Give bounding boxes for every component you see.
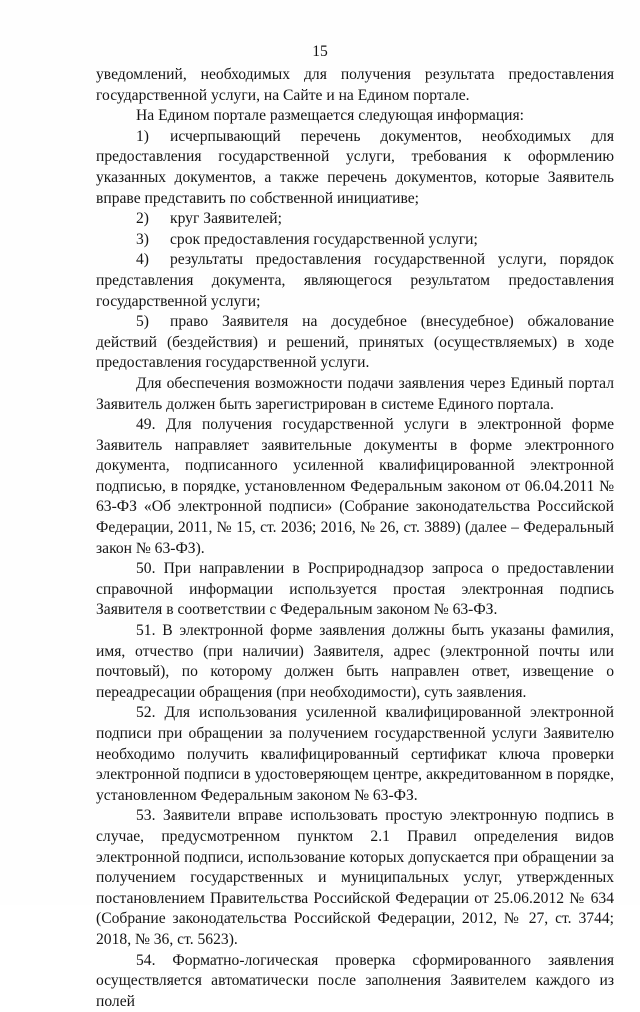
list-item-text: право Заявителя на досудебное (внесудебное) обжалование действий (бездействия) и решений, принятых (осуществляемых) в ходе предоставления государственной услуги. bbox=[96, 313, 614, 372]
list-item bbox=[96, 230, 614, 251]
paragraph-50: 50. При направлении в Росприроднадзор запроса о предоставлении справочной информации используется простая электронная подпись Заявителя в соответствии с Федеральным законом № 63-ФЗ. bbox=[96, 560, 614, 619]
list-item-number: 2) bbox=[136, 210, 149, 228]
paragraph-52: 52. Для использования усиленной квалифицированной электронной подписи при обращении за получением государственной услуги Заявителю необходимо получить квалифицированный сертификат ключа проверки электронной подписи в удостоверяющем центре, аккредитованном в порядке, установленном Федеральным законом № 63-ФЗ. bbox=[96, 704, 614, 804]
page-number: 15 bbox=[312, 43, 328, 60]
list-item bbox=[96, 209, 614, 230]
paragraph-54: 54. Форматно-логическая проверка сформированного заявления осуществляется автоматически после заполнения Заявителем каждого из полей bbox=[96, 951, 614, 1010]
paragraph-portal-info-intro: На Едином портале размещается следующая информация: bbox=[136, 107, 525, 125]
paragraph-49: 49. Для получения государственной услуги в электронной форме Заявитель направляет заявительные документы в форме электронного документа, подписанного усиленной квалифицированной электронной подписью, в порядке, установленном Федеральным законом от 06.04.2011 № 63-ФЗ «Об электронной подписи» (Собрание законодательства Российской Федерации, 2011, № 15, ст. 2036; 2016, № 26, ст. 3889) (далее – Федеральный закон № 63-ФЗ). bbox=[96, 416, 614, 557]
list-item-number: 3) bbox=[136, 230, 149, 248]
list-item-text: круг Заявителей; bbox=[170, 210, 282, 228]
list-item-text: срок предоставления государственной услуги; bbox=[170, 230, 478, 248]
paragraph-53: 53. Заявители вправе использовать простую электронную подпись в случае, предусмотренном пунктом 2.1 Правил определения видов электронной подписи, использование которых допускается при обращении за получением государственных и муниципальных услуг, утвержденных постановлением Правительства Российской Федерации от 25.06.2012 № 634 (Собрание законодательства Российской Федерации, 2012, № 27, ст. 3744; 2018, № 36, ст. 5623). bbox=[96, 807, 614, 948]
document-body bbox=[96, 65, 614, 1012]
paragraph-continuation: уведомлений, необходимых для получения результата предоставления государственной услуги, на Сайте и на Едином портале. bbox=[96, 66, 614, 104]
list-item-number: 1) bbox=[136, 127, 149, 145]
list-item-number: 4) bbox=[136, 251, 149, 269]
list-item-text: исчерпывающий перечень документов, необходимых для предоставления государственной услуги, требования к оформлению указанных документов, а также перечень документов, которые Заявитель вправе представить по собственной инициативе; bbox=[96, 127, 614, 207]
paragraph-registration: Для обеспечения возможности подачи заявления через Единый портал Заявитель должен быть зарегистрирован в системе Единого портала. bbox=[96, 374, 614, 413]
list-item-text: результаты предоставления государственной услуги, порядок представления документа, являющегося результатом предоставления государственной услуги; bbox=[96, 251, 614, 310]
paragraph-51: 51. В электронной форме заявления должны быть указаны фамилия, имя, отчество (при наличии) Заявителя, адрес (электронной почты или почтовый), по которому должен быть направлен ответ, извещение о переадресации обращения (при необходимости), суть заявления. bbox=[96, 622, 614, 701]
list-item bbox=[96, 312, 614, 374]
list-item bbox=[96, 250, 614, 312]
list-item-number: 5) bbox=[136, 313, 149, 331]
list-item bbox=[96, 127, 614, 209]
